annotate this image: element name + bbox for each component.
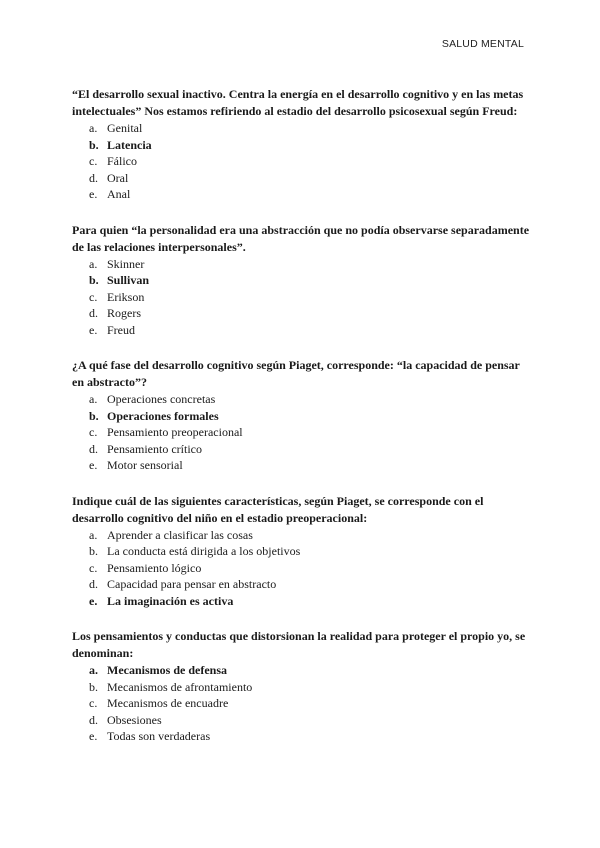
option-b-correct [72, 272, 534, 289]
option-a [72, 120, 534, 137]
option-text: La conducta está dirigida a los objetivos [107, 544, 301, 558]
options-list [72, 527, 534, 610]
page-header: SALUD MENTAL [441, 38, 524, 50]
option-letter: c. [89, 696, 98, 710]
question-text: Para quien “la personalidad era una abstracción que no podía observarse separadamente de las relaciones interpersonales”. [72, 222, 530, 254]
option-letter: b. [89, 408, 99, 423]
option-d [72, 576, 534, 593]
question-text: Los pensamientos y conductas que distorsionan la realidad para proteger el propio yo, se denominan: [72, 629, 526, 660]
options-list [72, 256, 534, 339]
option-a [72, 391, 534, 408]
option-text: La imaginación es activa [107, 593, 234, 608]
option-text: Sullivan [107, 273, 150, 287]
option-text: Mecanismos de encuadre [107, 696, 229, 710]
question-4 [72, 493, 534, 610]
option-text: Genital [107, 121, 143, 135]
option-b-correct [72, 137, 534, 154]
question-text: “El desarrollo sexual inactivo. Centra la energía en el desarrollo cognitivo y en las metas intelectuales” Nos estamos refiriendo al estadio del desarrollo psicosexual según Freud: [72, 87, 524, 118]
option-d [72, 170, 534, 187]
option-letter: d. [89, 712, 98, 727]
option-letter: e. [89, 729, 98, 743]
option-b [72, 679, 534, 696]
option-letter: c. [89, 154, 98, 168]
option-letter: a. [89, 121, 98, 135]
option-c [72, 424, 534, 441]
option-a-correct [72, 662, 534, 679]
option-e [72, 322, 534, 339]
option-e-correct [72, 593, 534, 610]
option-d [72, 712, 534, 729]
option-letter: e. [89, 458, 98, 472]
option-letter: e. [89, 322, 98, 337]
option-d [72, 441, 534, 458]
option-c [72, 153, 534, 170]
option-text: Capacidad para pensar en abstracto [107, 577, 277, 591]
option-text: Aprender a clasificar las cosas [107, 527, 253, 542]
option-b-correct [72, 408, 534, 425]
question-text: Indique cuál de las siguientes características, según Piaget, se corresponde con el desarrollo cognitivo del niño en el estadio preoperacional: [72, 493, 484, 525]
option-text: Fálico [107, 154, 137, 168]
option-letter: b. [89, 679, 98, 694]
option-letter: e. [89, 187, 98, 201]
option-text: Skinner [107, 256, 145, 271]
question-list [72, 86, 534, 764]
option-letter: e. [89, 593, 98, 608]
option-text: Pensamiento preoperacional [107, 425, 243, 439]
option-letter: b. [89, 137, 99, 152]
option-letter: d. [89, 441, 98, 456]
option-letter: a. [89, 527, 98, 542]
options-list [72, 662, 534, 745]
option-text: Mecanismos de defensa [107, 663, 227, 677]
option-letter: d. [89, 306, 98, 320]
option-letter: c. [89, 289, 98, 304]
question-text: ¿A qué fase del desarrollo cognitivo según Piaget, corresponde: “la capacidad de pensar en abstracto”? [72, 358, 520, 389]
option-letter: d. [89, 577, 98, 591]
option-a [72, 527, 534, 544]
option-letter: b. [89, 544, 98, 558]
question-5 [72, 628, 534, 745]
option-text: Anal [107, 187, 131, 201]
option-e [72, 728, 534, 745]
option-letter: a. [89, 663, 98, 677]
options-list [72, 120, 534, 203]
option-letter: a. [89, 256, 98, 271]
question-2 [72, 222, 534, 339]
option-letter: d. [89, 170, 98, 185]
option-e [72, 457, 534, 474]
option-letter: c. [89, 560, 98, 575]
question-1 [72, 86, 534, 203]
option-text: Motor sensorial [107, 458, 183, 472]
option-letter: b. [89, 273, 99, 287]
option-text: Obsesiones [107, 712, 162, 727]
option-c [72, 289, 534, 306]
option-text: Todas son verdaderas [107, 729, 211, 743]
option-d [72, 305, 534, 322]
option-text: Pensamiento lógico [107, 560, 202, 575]
option-b [72, 543, 534, 560]
option-text: Operaciones formales [107, 408, 219, 423]
option-c [72, 560, 534, 577]
option-text: Pensamiento crítico [107, 441, 202, 456]
option-c [72, 695, 534, 712]
option-text: Mecanismos de afrontamiento [107, 679, 253, 694]
option-text: Latencia [107, 137, 152, 152]
question-3 [72, 357, 534, 474]
options-list [72, 391, 534, 474]
option-a [72, 256, 534, 273]
option-text: Erikson [107, 289, 145, 304]
option-letter: a. [89, 392, 98, 406]
option-text: Rogers [107, 306, 141, 320]
option-text: Oral [107, 170, 129, 185]
option-text: Freud [107, 322, 135, 337]
option-letter: c. [89, 425, 98, 439]
option-text: Operaciones concretas [107, 392, 216, 406]
option-e [72, 186, 534, 203]
